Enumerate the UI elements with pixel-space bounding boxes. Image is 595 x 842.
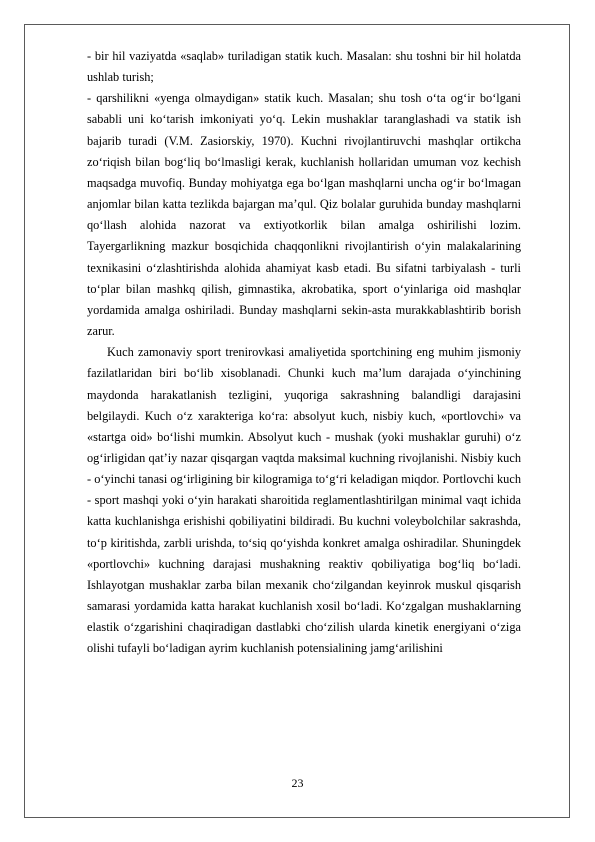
paragraph-static-force-overcome: - qarshilikni «yenga olmaydigan» statik kuch. Masalan; shu tosh o‘ta og‘ir bo‘lgani sababli uni ko‘tarish imkoniyati yo‘q. Lekin mushaklar taranglashadi va statik ish bajarib turadi (V.M. Zasiorskiy, 1970). Kuchni rivojlantiruvchi mashqlar ortikcha zo‘riqish bilan bog‘liq bo‘lmasligi kerak, kuchlanish hollaridan umuman voz kechish maqsadga muvofiq. Bunday mohiyatga ega bo‘lgan mashqlarni uncha og‘ir bo‘lmagan anjomlar bilan katta tezlikda bajargan ma’qul. Qiz bolalar guruhida bunday mashqlarni qo‘llash alohida nazorat va extiyotkorlik bilan amalga oshirilishi lozim. Tayergarlikning mazkur bosqichida chaqqonlikni rivojlantirish o‘yin malakalarining texnikasini o‘zlashtirishda alohida ahamiyat kasb etadi. Bu sifatni tarbiyalash - turli to‘plar bilan mashkq qilish, gimnastika, akrobatika, sport o‘yinlariga oid mashqlar yordamida amalga oshiriladi. Bunday mashqlarni sekin-asta murakkablashtirib borish zarur. xyxy=(87,91,521,339)
page-number: 23 xyxy=(291,776,304,790)
paragraph-strength-types: Kuch zamonaviy sport trenirovkasi amaliyetida sportchining eng muhim jismoniy fazilatlaridan biri bo‘lib xisoblanadi. Chunki kuch ma’lum darajada o‘yinchining maydonda harakatlanish tezligini, yuqoriga sakrashning balandligi darajasini belgilaydi. Kuch o‘z xarakteriga ko‘ra: absolyut kuch, nisbiy kuch, «portlovchi» va «startga oid» bo‘lishi mumkin. Absolyut kuch - mushak (yoki mushaklar guruhi) o‘z og‘irligidan qat’iy nazar qisqargan vaqtda maksimal kuchning rivojlanishi. Nisbiy kuch - o‘yinchi tanasi og‘irligining bir kilogramiga to‘g‘ri keladigan miqdor. Portlovchi kuch - sport mashqi yoki o‘yin harakati sharoitida reglamentlashtirilgan minimal vaqt ichida katta kuchlanishga erishishi qobiliyatini bildiradi. Bu kuchni voleybolchilar sakrashda, to‘p kiritishda, zarbli urishda, to‘siq qo‘yishda konkret amalga oshiradilar. Shuningdek «portlovchi» kuchning darajasi mushakning reaktiv qobiliyatiga bog‘liq bo‘ladi. Ishlayotgan mushaklar zarba bilan mexanik cho‘zilgandan keyinrok muskul qisqarish samarasi yordamida katta harakat kuchlanish xosil bo‘ladi. Ko‘zgalgan mushaklarning elastik o‘zgarishini chaqiradigan dastlabki cho‘zilish ularda kinetik energiyani o‘ziga olishi tufayli bo‘ladigan ayrim kuchlanish potensialining jamg‘arilishini xyxy=(87,345,521,656)
paragraph-static-force-hold: - bir hil vaziyatda «saqlab» turiladigan statik kuch. Masalan: shu toshni bir hil holatda ushlab turish; xyxy=(87,49,521,85)
page-body xyxy=(87,46,521,660)
